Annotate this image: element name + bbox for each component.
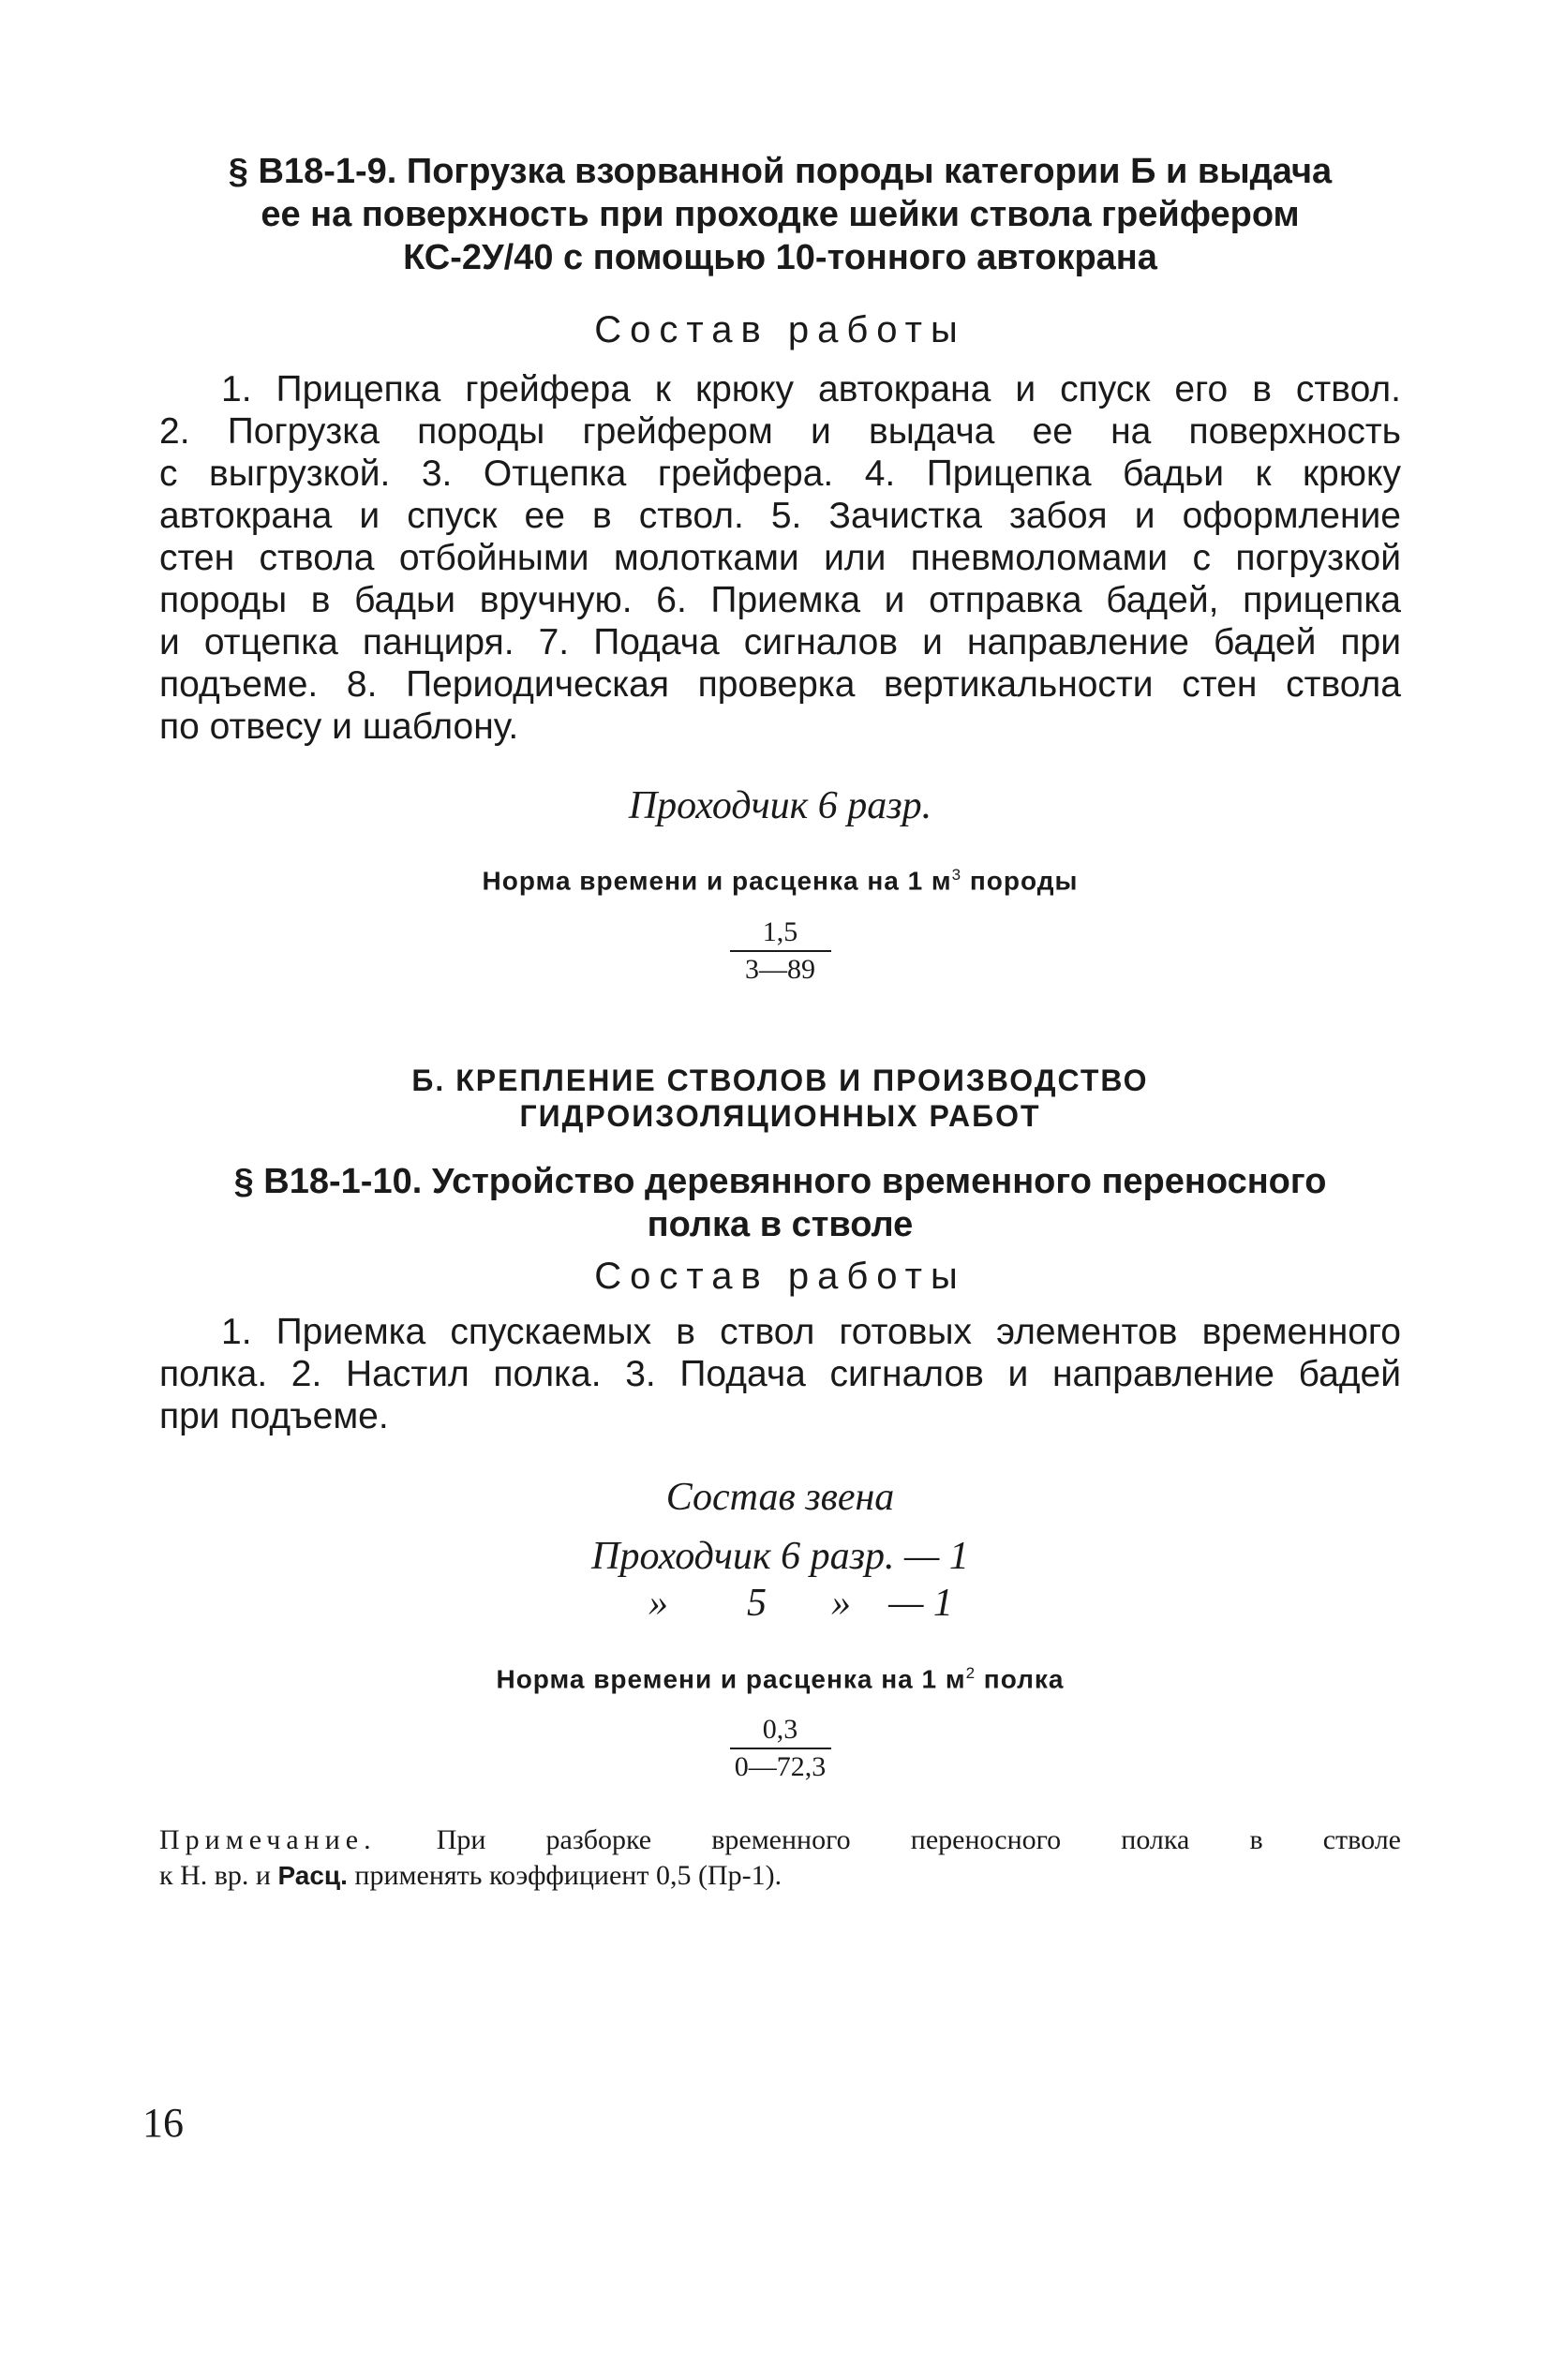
text-line: при подъеме. [159, 1396, 389, 1437]
page-number: 16 [142, 2100, 184, 2146]
text-line: автокрана и спуск ее в ствол. 5. Зачистка забоя и оформление [159, 496, 1401, 536]
ditto-mark: » [831, 1582, 851, 1626]
chapter-heading-line: ГИДРОИЗОЛЯЦИОННЫХ РАБОТ [519, 1099, 1041, 1134]
section-title-line: КС-2У/40 с помощью 10-тонного автокрана [403, 238, 1157, 277]
note-label: Примечание. [159, 1823, 377, 1855]
chapter-heading [159, 1063, 1401, 1134]
norm-time-value: 0,3 [730, 1714, 831, 1749]
crew-row: Проходчик 6 разр. — 1 [591, 1535, 969, 1579]
norm-heading-unit: породы [961, 866, 1079, 896]
section-title-line: полка в стволе [647, 1205, 914, 1245]
crew-count: — 1 [888, 1582, 953, 1626]
text-line: 1. Приемка спускаемых в ствол готовых элементов временного [221, 1312, 1401, 1353]
work-composition-text [159, 1311, 1401, 1437]
text-line: стен ствола отбойными молотками или пневмоломами с погрузкой [159, 538, 1401, 578]
section-title-b18-1-9 [159, 150, 1401, 279]
text-line: полка. 2. Настил полка. 3. Подача сигналов и направление бадей [159, 1354, 1401, 1395]
norm-fraction [159, 916, 1401, 986]
norm-heading-text: Норма времени и расценка на 1 м [482, 866, 952, 896]
crew-heading: Состав звена [665, 1476, 895, 1520]
text-line: породы в бадьи вручную. 6. Приемка и отправка бадей, прицепка [159, 580, 1401, 620]
norm-time-value: 1,5 [730, 916, 831, 952]
work-composition-heading: Состав работы [594, 309, 966, 350]
text-line: по отвесу и шаблону. [159, 707, 519, 747]
section-title-b18-1-10 [159, 1160, 1401, 1246]
norm-heading [159, 866, 1401, 896]
note-text: к Н. вр. и [159, 1859, 278, 1891]
text-line: 1. Прицепка грейфера к крюку автокрана и спуск его в ствол. [221, 369, 1401, 409]
norm-heading [159, 1664, 1401, 1694]
note [159, 1822, 1401, 1894]
crew-row [159, 1580, 1401, 1627]
worker-grade: Проходчик 6 разр. [628, 784, 932, 827]
section-title-line: § В18-1-9. Погрузка взорванной породы категории Б и выдача [228, 152, 1333, 191]
text-line: подъеме. 8. Периодическая проверка вертикальности стен ствола [159, 664, 1401, 705]
norm-heading-text: Норма времени и расценка на 1 м [496, 1664, 966, 1694]
ditto-mark: » [648, 1582, 668, 1626]
rate-value: 0—72,3 [734, 1750, 827, 1782]
norm-fraction [159, 1714, 1401, 1783]
work-composition-heading: Состав работы [594, 1256, 966, 1298]
crew-grade: 5 [747, 1582, 767, 1626]
crew-composition [159, 1533, 1401, 1627]
unit-exponent: 2 [965, 1664, 976, 1683]
text-line: с выгрузкой. 3. Отцепка грейфера. 4. Прицепка бадьи к крюку [159, 454, 1401, 494]
note-line [159, 1822, 1401, 1858]
text-line: и отцепка панциря. 7. Подача сигналов и направление бадей при [159, 622, 1401, 662]
section-title-line: § В18-1-10. Устройство деревянного временного переносного [233, 1162, 1327, 1202]
note-text: При разборке временного переносного полка в стволе [376, 1823, 1401, 1855]
note-line [159, 1858, 1401, 1894]
note-bold-term: Расц. [277, 1860, 348, 1890]
document-page [159, 150, 1401, 1894]
section-title-line: ее на поверхность при проходке шейки ствола грейфером [261, 195, 1300, 234]
work-composition-text [159, 368, 1401, 748]
unit-exponent: 3 [951, 866, 962, 884]
rate-value: 3—89 [745, 954, 815, 986]
norm-heading-unit: полка [976, 1664, 1065, 1694]
text-line: 2. Погрузка породы грейфером и выдача ее на поверхность [159, 411, 1401, 452]
note-text: применять коэффициент 0,5 (Пр-1). [347, 1859, 782, 1891]
chapter-heading-line: Б. КРЕПЛЕНИЕ СТВОЛОВ И ПРОИЗВОДСТВО [411, 1064, 1149, 1098]
